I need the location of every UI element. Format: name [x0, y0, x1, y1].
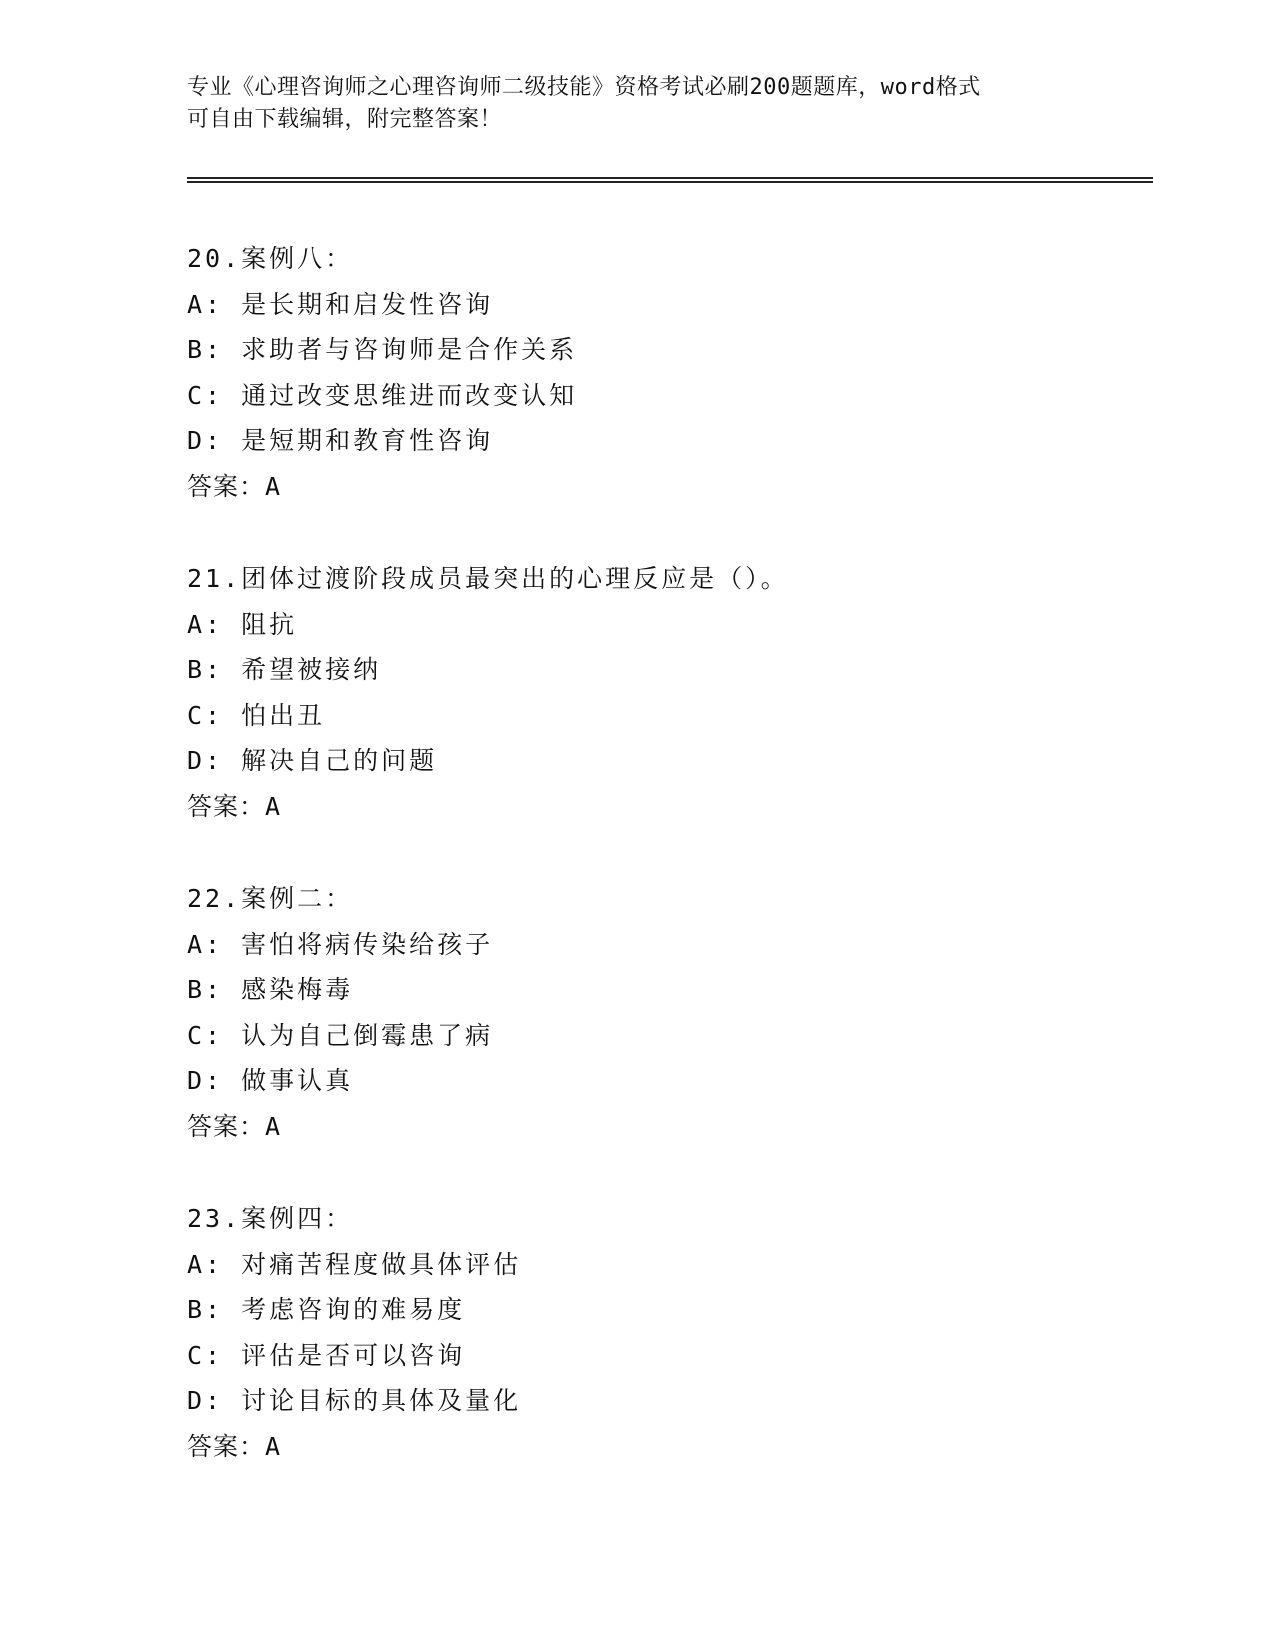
- option-c: C: 怕出丑: [187, 700, 326, 730]
- option-d: D: 解决自己的问题: [187, 746, 438, 775]
- question-23: [187, 1196, 1147, 1516]
- answer-line: [187, 464, 1147, 510]
- answer-value: A: [265, 471, 284, 501]
- answer-label: 答案：: [187, 471, 266, 501]
- option-a: A: 对痛苦程度做具体评估: [187, 1249, 522, 1279]
- option-a: A: 是长期和启发性咨询: [187, 289, 494, 319]
- answer-line: [187, 784, 1147, 830]
- header-line-2: 可自由下载编辑，附完整答案！: [187, 107, 503, 132]
- question-list: [187, 236, 1147, 1516]
- header-line-1: 专业《心理咨询师之心理咨询师二级技能》资格考试必刷200题题库，word格式: [187, 75, 981, 100]
- question-22: [187, 876, 1147, 1196]
- option-c: C: 评估是否可以咨询: [187, 1340, 466, 1370]
- answer-line: [187, 1104, 1147, 1150]
- answer-value: A: [265, 791, 284, 821]
- option-c: C: 认为自己倒霉患了病: [187, 1020, 494, 1050]
- answer-label: 答案：: [187, 1111, 266, 1141]
- document-header: [187, 72, 1087, 136]
- option-b: B: 求助者与咨询师是合作关系: [187, 335, 578, 364]
- option-d: D: 讨论目标的具体及量化: [187, 1386, 522, 1415]
- question-stem: 20.案例八：: [187, 244, 354, 273]
- question-21: [187, 556, 1147, 876]
- header-double-rule: [187, 177, 1153, 183]
- question-stem: 21.团体过渡阶段成员最突出的心理反应是（）。: [187, 564, 789, 593]
- option-c: C: 通过改变思维进而改变认知: [187, 380, 578, 410]
- answer-value: A: [265, 1111, 284, 1141]
- option-b: B: 考虑咨询的难易度: [187, 1295, 466, 1324]
- option-a: A: 害怕将病传染给孩子: [187, 929, 494, 959]
- option-d: D: 做事认真: [187, 1066, 354, 1095]
- option-d: D: 是短期和教育性咨询: [187, 426, 494, 455]
- answer-value: A: [265, 1431, 284, 1461]
- option-a: A: 阻抗: [187, 609, 298, 639]
- question-stem: 23.案例四：: [187, 1204, 354, 1233]
- option-b: B: 感染梅毒: [187, 975, 354, 1004]
- option-b: B: 希望被接纳: [187, 655, 382, 684]
- question-stem: 22.案例二：: [187, 884, 354, 913]
- answer-label: 答案：: [187, 791, 266, 821]
- answer-label: 答案：: [187, 1431, 266, 1461]
- question-20: [187, 236, 1147, 556]
- answer-line: [187, 1424, 1147, 1470]
